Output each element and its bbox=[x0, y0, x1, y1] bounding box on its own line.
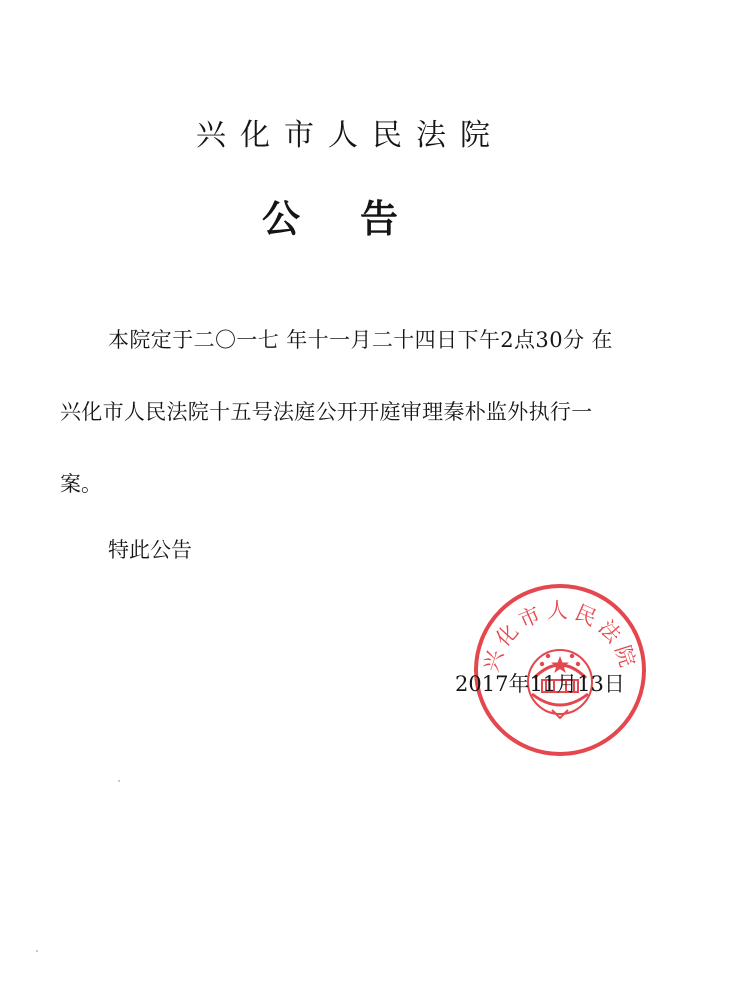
paper-speck bbox=[36, 950, 38, 952]
document-title: 公告 bbox=[261, 196, 458, 241]
seal-text: 兴化市人民法院 bbox=[478, 598, 642, 675]
document-date: 2017年11月13日 bbox=[455, 672, 625, 696]
body-line-1: 本院定于二〇一七 年十一月二十四日下午2点30分 在 bbox=[108, 328, 613, 352]
court-name: 兴化市人民法院 bbox=[196, 118, 504, 153]
closing-text: 特此公告 bbox=[108, 538, 192, 562]
body-line-3: 案。 bbox=[60, 472, 102, 496]
paper-speck bbox=[118, 780, 120, 782]
body-line-2: 兴化市人民法院十五号法庭公开开庭审理秦朴监外执行一 bbox=[60, 400, 593, 424]
